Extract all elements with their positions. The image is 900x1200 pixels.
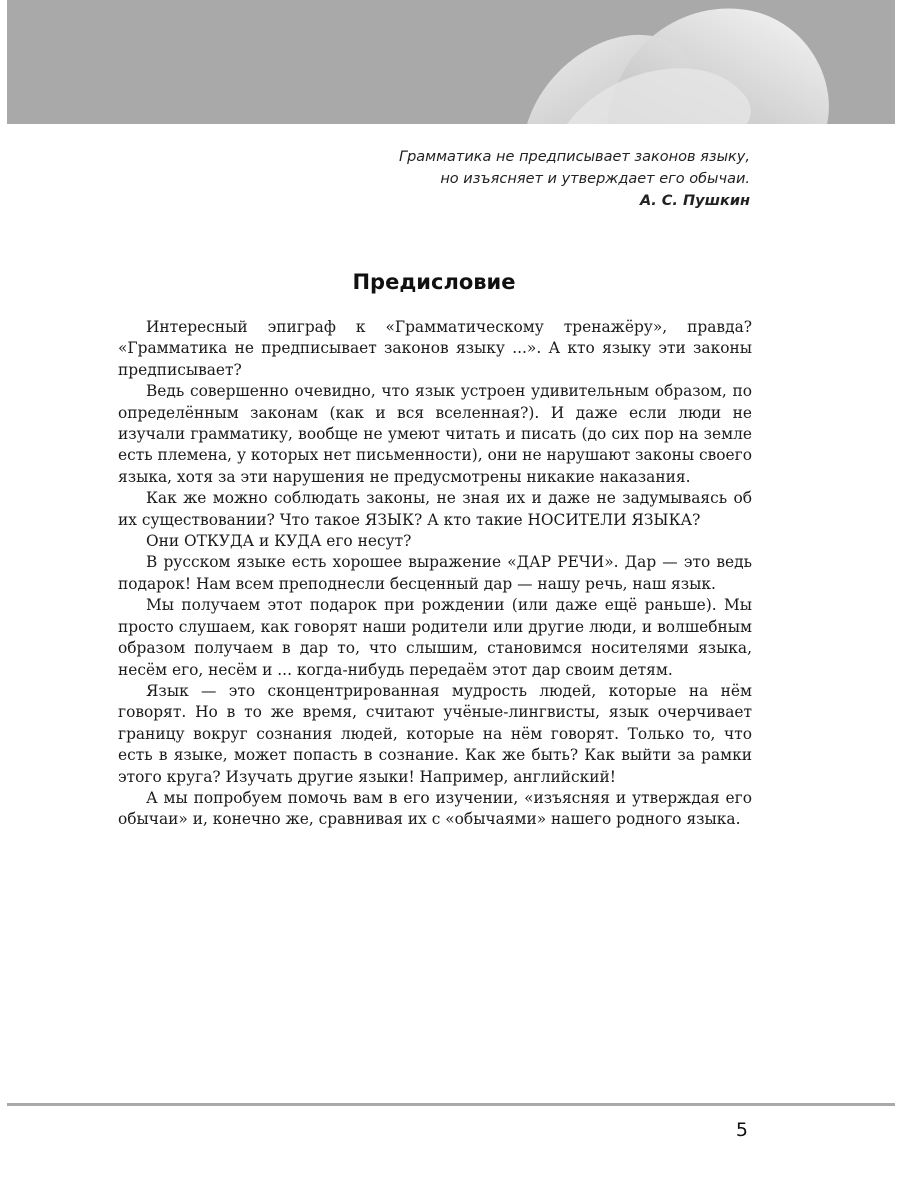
- epigraph-line-1: Грамматика не предписывает законов языку,: [399, 149, 750, 165]
- paragraph-7: Язык — это сконцентрированная мудрость людей, которые на нём говорят. Но в то же время, считают учёные-лингвисты, язык очерчивает границу вокруг сознания людей, которые на нём говорят. Только то, что есть в языке, может попасть в сознание. Как же быть? Как выйти за рамки этого круга? Изучать другие языки! Например, английский!: [118, 681, 752, 786]
- body-text: [118, 317, 752, 831]
- paragraph-6: Мы получаем этот подарок при рождении (или даже ещё раньше). Мы просто слушаем, как говорят наши родители или другие люди, и волшебным образом получаем в дар то, что слышим, становимся носителями языка, несём его, несём и ... когда-нибудь передаём этот дар своим детям.: [118, 596, 752, 679]
- header-petals-graphic: [7, 0, 895, 124]
- paragraph-1: Интересный эпиграф к «Грамматическому тренажёру», правда? «Грамматика не предписывает законов языку ...». А кто языку эти законы предписывает?: [118, 318, 752, 379]
- paragraph-4: Они ОТКУДА и КУДА его несут?: [146, 532, 412, 551]
- paragraph-8: А мы попробуем помочь вам в его изучении, «изъясняя и утверждая его обычаи» и, конечно же, сравнивая их с «обычаями» нашего родного языка.: [118, 788, 752, 829]
- epigraph: [399, 146, 750, 212]
- page-number: 5: [735, 1119, 748, 1141]
- page-title: Предисловие: [352, 270, 516, 294]
- epigraph-line-2: но изъясняет и утверждает его обычаи.: [440, 171, 750, 187]
- paragraph-3: Как же можно соблюдать законы, не зная их и даже не задумываясь об их существовании? Что такое ЯЗЫК? А кто такие НОСИТЕЛИ ЯЗЫКА?: [118, 489, 752, 529]
- paragraph-2: Ведь совершенно очевидно, что язык устроен удивительным образом, по определённым законам (как и вся вселенная?). И даже если люди не изучали грамматику, вообще не умеют читать и писать (до сих пор на земле есть племена, у которых нет письменности), они не нарушают законы своего языка, хотя за эти нарушения не предусмотрены никакие наказания.: [118, 382, 752, 486]
- paragraph-5: В русском языке есть хорошее выражение «ДАР РЕЧИ». Дар — это ведь подарок! Нам всем преподнесли бесценный дар — нашу речь, наш язык.: [118, 553, 752, 593]
- header-decorative-band: [7, 0, 895, 124]
- footer-divider: [7, 1103, 895, 1106]
- epigraph-author: А. С. Пушкин: [640, 193, 750, 209]
